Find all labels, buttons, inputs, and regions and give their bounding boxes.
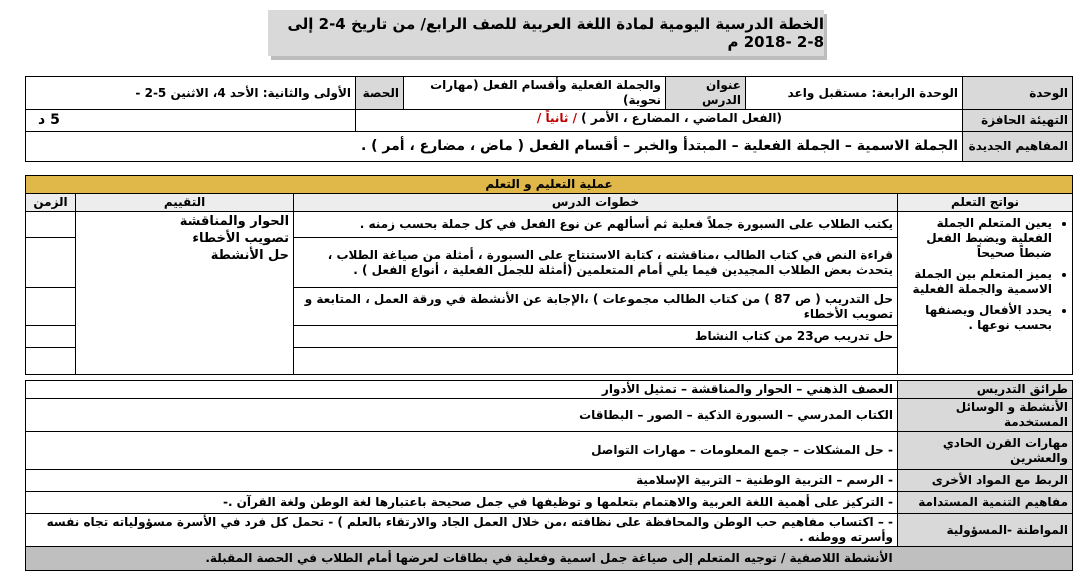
col-steps: خطوات الدرس — [294, 194, 898, 212]
period-label: الحصة — [356, 77, 404, 110]
time-cell — [26, 212, 76, 238]
outcome-item: • يحدد الأفعال ويصنفها بحسب نوعها . — [902, 303, 1052, 333]
unit-label: الوحدة — [963, 77, 1073, 110]
time-cell — [26, 326, 76, 348]
lesson-info-table — [25, 76, 1073, 162]
warmup-cell — [356, 110, 963, 132]
duration: 5 د — [26, 110, 356, 132]
step-row: حل التدريب ( ص 87 ) من كتاب الطالب مجموعات ) ،الإجابة عن الأنشطة في ورقة العمل ، المتابعة و تصويب الأخطاء — [294, 288, 898, 326]
outcome-item: • يعين المتعلم الجملة الفعلية ويضبط الفعل ضبطاً صحيحاً — [902, 216, 1052, 261]
process-band-title: عملية التعليم و التعلم — [26, 176, 1073, 194]
warmup-label: التهيئة الحافزة — [963, 110, 1073, 132]
assessment-item: الحوار والمناقشة — [179, 214, 290, 229]
methods-value: العصف الذهني – الحوار والمناقشة – تمثيل الأدوار — [26, 381, 898, 399]
process-table — [25, 175, 1073, 375]
period-value: الأولى والثانية: الأحد 4، الاثنين 5-2 - — [26, 77, 356, 110]
col-time: الزمن — [26, 194, 76, 212]
skills-value: - حل المشكلات – جمع المعلومات – مهارات التواصل — [26, 432, 898, 470]
col-assessment: التقييم — [76, 194, 294, 212]
step-row: قراءة النص في كتاب الطالب ،مناقشته ، كتابة الاستنتاج على السبورة ، أمثلة من صياغة الطلاب ، يتحدث بعض الطلاب المجيدين فيما يلي أمام المتعلمين (أمثلة للجمل الفعلية ، أنواع الفعل ) . — [294, 238, 898, 288]
extracurricular-footer: الأنشطة اللاصفية / توجيه المتعلم إلى صياغة جمل اسمية وفعلية في بطاقات لعرضها أمام الطلاب في الحصة المقبلة. — [26, 547, 1073, 571]
methods-label: طرائق التدريس — [898, 381, 1073, 399]
assessment-cell — [76, 212, 294, 375]
time-cell — [26, 288, 76, 326]
concepts-label: المفاهيم الجديدة — [963, 132, 1073, 162]
warmup-value: (الفعل الماضي ، المضارع ، الأمر ) — [581, 111, 782, 125]
sustainability-value: - التركيز على أهمية اللغة العربية والاهتمام بتعلمها و توظيفها في جمل صحيحة باعتبارها لغة الوطن ولغة القرآن .- — [26, 492, 898, 514]
step-row: يكتب الطلاب على السبورة جملاً فعلية ثم أسألهم عن نوع الفعل في كل جملة بحسب زمنه . — [294, 212, 898, 238]
step-row-empty — [294, 348, 898, 375]
assessment-item: تصويب الأخطاء — [192, 230, 290, 246]
concepts-value: الجملة الاسمية – الجملة الفعلية – المبتدأ والخبر – أقسام الفعل ( ماض ، مضارع ، أمر ) . — [26, 132, 963, 162]
step-row: حل تدريب ص23 من كتاب النشاط — [294, 326, 898, 348]
outcomes-list — [902, 216, 1068, 333]
sustainability-label: مفاهيم التنمية المستدامة — [898, 492, 1073, 514]
page-title: الخطة الدرسية اليومية لمادة اللغة العربية للصف الرابع/ من تاريخ 4-2 إلى 8-2 -2018 م — [268, 10, 824, 56]
skills-label: مهارات القرن الحادي والعشرين — [898, 432, 1073, 470]
lesson-title-value: والجملة الفعلية وأقسام الفعل (مهارات نحوية) — [404, 77, 666, 110]
lesson-title-label: عنوان الدرس — [666, 77, 746, 110]
col-outcomes: نواتج التعلم — [898, 194, 1073, 212]
resources-value: الكتاب المدرسي – السبورة الذكية – الصور – البطاقات — [26, 399, 898, 432]
citizenship-value: - – اكتساب مفاهيم حب الوطن والمحافظة على نظافته ،من خلال العمل الجاد والارتقاء بالعلم ) - تحمل كل فرد في الأسرة مسؤولياته تجاه نفسه وأسرته ووطنه . — [26, 514, 898, 547]
outcome-item: • يميز المتعلم بين الجملة الاسمية والجملة الفعلية — [902, 267, 1052, 297]
links-label: الربط مع المواد الأخرى — [898, 470, 1073, 492]
warmup-tag: / ثانياً / — [536, 111, 577, 125]
assessment-item: حل الأنشطة — [210, 247, 290, 263]
outcomes-cell — [898, 212, 1073, 375]
details-table — [25, 380, 1073, 571]
links-value: - الرسم – التربية الوطنية – التربية الإسلامية — [26, 470, 898, 492]
resources-label: الأنشطة و الوسائل المستخدمة — [898, 399, 1073, 432]
citizenship-label: المواطنة -المسؤولية — [898, 514, 1073, 547]
time-cell — [26, 238, 76, 288]
unit-value: الوحدة الرابعة: مستقبل واعد — [746, 77, 963, 110]
time-cell — [26, 348, 76, 375]
